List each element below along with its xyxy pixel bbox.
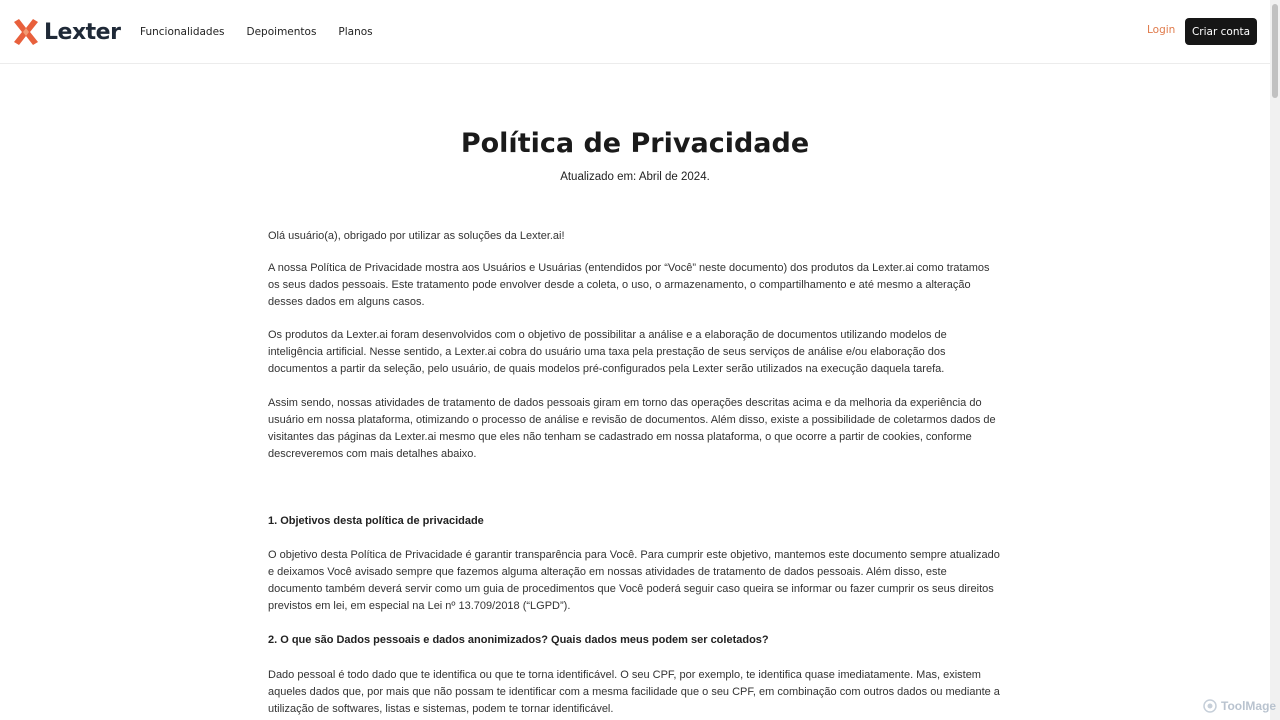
nav-planos[interactable]: Planos bbox=[338, 25, 373, 38]
login-link[interactable]: Login bbox=[1147, 24, 1176, 36]
watermark bbox=[1203, 699, 1276, 713]
section-heading: 2. O que são Dados pessoais e dados anonimizados? Quais dados meus podem ser coletados? bbox=[268, 634, 769, 646]
site-header bbox=[0, 0, 1270, 64]
updated-date: Atualizado em: Abril de 2024. bbox=[560, 171, 710, 183]
watermark-text: ToolMage bbox=[1221, 699, 1277, 713]
main-nav bbox=[140, 0, 395, 63]
section-body: Dado pessoal é todo dado que te identifica ou que te torna identificável. O seu CPF, por exemplo, te identifica quase imediatamente. Mas, existem aqueles dados que, por mais que não possam te identificar com a mesma facilidade que o seu CPF, em combinação com outros dados ou mediante a utilização de softwares, listas e sistemas, podem te tornar identificável. bbox=[268, 669, 1000, 715]
watermark-icon bbox=[1203, 699, 1217, 713]
policy-paragraph: A nossa Política de Privacidade mostra aos Usuários e Usuárias (entendidos por “Você” neste documento) dos produtos da Lexter.ai como tratamos os seus dados pessoais. Este tratamento pode envolver desde a coleta, o uso, o armazenamento, o compartilhamento e até mesmo a alteração desses dados em alguns casos. bbox=[268, 262, 990, 308]
create-account-button[interactable]: Criar conta bbox=[1185, 18, 1257, 45]
section-heading: 1. Objetivos desta política de privacidade bbox=[268, 515, 484, 527]
brand-name: Lexter bbox=[44, 19, 121, 45]
brand-logo[interactable] bbox=[12, 17, 120, 47]
page-scrollbar[interactable] bbox=[1270, 0, 1280, 720]
intro-paragraph: Olá usuário(a), obrigado por utilizar as soluções da Lexter.ai! bbox=[268, 230, 565, 242]
scrollbar-thumb[interactable] bbox=[1272, 4, 1278, 98]
nav-funcionalidades[interactable]: Funcionalidades bbox=[140, 25, 225, 38]
nav-depoimentos[interactable]: Depoimentos bbox=[246, 25, 317, 38]
lexter-x-icon bbox=[12, 18, 40, 46]
policy-paragraph: Assim sendo, nossas atividades de tratamento de dados pessoais giram em torno das operações descritas acima e da melhoria da experiência do usuário em nossa plataforma, otimizando o processo de análise e revisão de documentos. Além disso, existe a possibilidade de coletarmos dados de visitantes das páginas da Lexter.ai mesmo que eles não tenham se cadastrado em nossa plataforma, o que ocorre a partir de cookies, conforme descreveremos com mais detalhes abaixo. bbox=[268, 397, 996, 460]
section-body: O objetivo desta Política de Privacidade é garantir transparência para Você. Para cumprir este objetivo, mantemos este documento sempre atualizado e deixamos Você avisado sempre que fazemos alguma alteração em nossas atividades de tratamento de dados pessoais. Além disso, este documento também deverá servir como um guia de procedimentos que Você poderá seguir caso queira se informar ou fazer cumprir os seus direitos previstos em lei, em especial na Lei nº 13.709/2018 (“LGPD”). bbox=[268, 549, 1000, 612]
policy-paragraph: Os produtos da Lexter.ai foram desenvolvidos com o objetivo de possibilitar a análise e a elaboração de documentos utilizando modelos de inteligência artificial. Nesse sentido, a Lexter.ai cobra do usuário uma taxa pela prestação de seus serviços de análise e/ou elaboração dos documentos a partir da seleção, pelo usuário, de quais modelos pré-configurados pela Lexter serão utilizados na execução daquela tarefa. bbox=[268, 329, 947, 375]
page-title: Política de Privacidade bbox=[460, 128, 810, 159]
